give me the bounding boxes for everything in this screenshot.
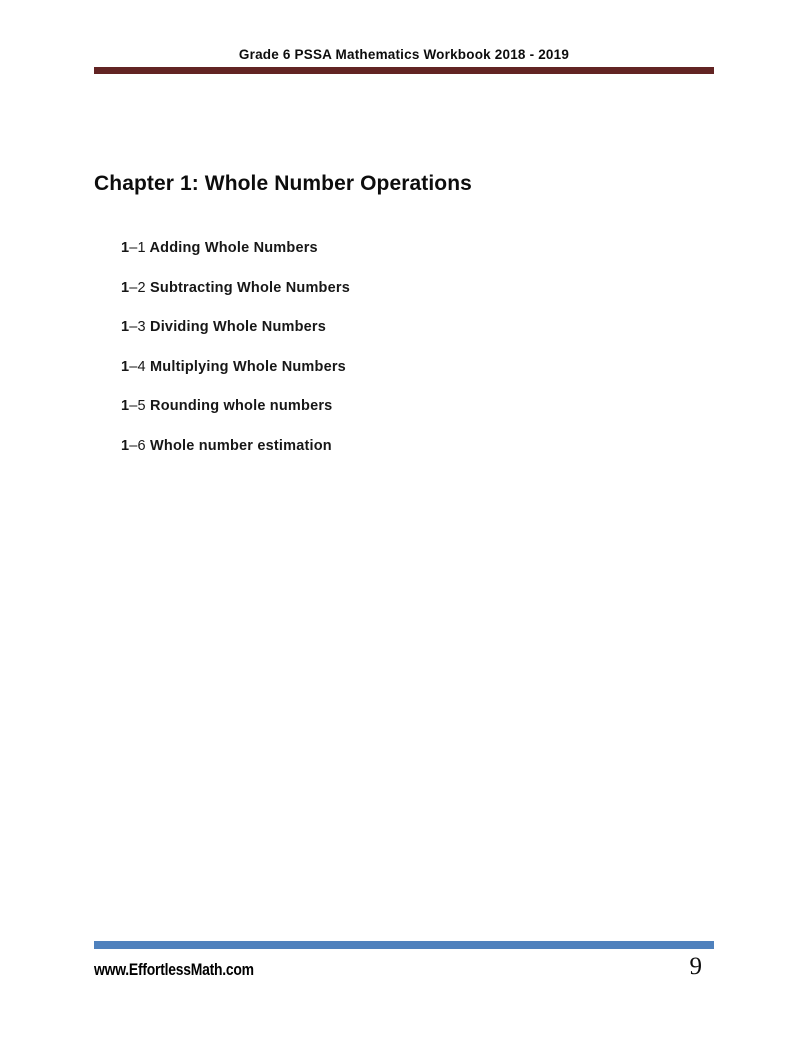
toc-item-title: Whole number estimation <box>145 437 332 454</box>
toc-item-1-1 <box>121 240 350 280</box>
page-number: 9 <box>689 953 702 980</box>
toc-section-num: –1 <box>129 240 146 256</box>
page-header-title: Grade 6 PSSA Mathematics Workbook 2018 - 2019 <box>238 47 570 62</box>
toc-item-1-3 <box>121 319 350 359</box>
toc-section-num: –2 <box>129 279 146 296</box>
toc-section-num: –3 <box>129 319 146 335</box>
toc-chapter-num: 1 <box>121 279 130 296</box>
toc-item-1-2 <box>121 280 350 320</box>
toc-item-1-6 <box>121 438 350 478</box>
toc-item-title: Multiplying Whole Numbers <box>145 358 346 375</box>
toc-section-num: –5 <box>129 398 146 414</box>
toc-item-1-4 <box>121 359 350 399</box>
footer-divider-rule <box>94 941 714 949</box>
toc-chapter-num: 1 <box>121 358 130 375</box>
toc-item-title: Dividing Whole Numbers <box>145 319 327 335</box>
toc-section-num: –6 <box>129 437 146 454</box>
toc-chapter-num: 1 <box>121 398 130 414</box>
toc-item-title: Subtracting Whole Numbers <box>145 279 350 296</box>
chapter-contents-list <box>121 240 350 477</box>
toc-chapter-num: 1 <box>121 240 130 256</box>
toc-chapter-num: 1 <box>121 437 130 454</box>
toc-chapter-num: 1 <box>121 319 130 335</box>
chapter-title: Chapter 1: Whole Number Operations <box>94 172 472 195</box>
footer-website-link[interactable]: www.EffortlessMath.com <box>94 960 254 979</box>
toc-item-title: Rounding whole numbers <box>145 398 333 414</box>
toc-item-title: Adding Whole Numbers <box>145 240 318 256</box>
toc-section-num: –4 <box>129 358 146 375</box>
header-divider-rule <box>94 67 714 74</box>
toc-item-1-5 <box>121 398 350 438</box>
